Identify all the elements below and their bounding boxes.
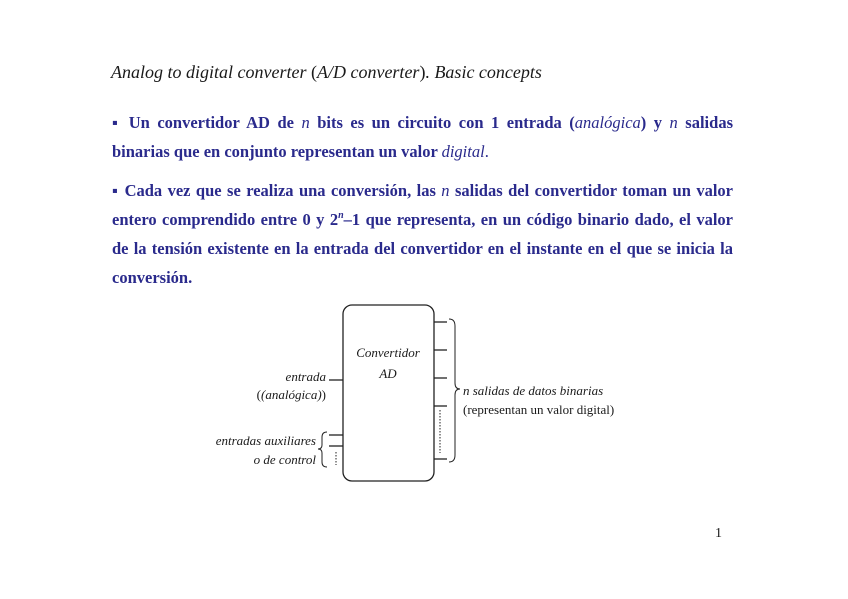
aux-brace bbox=[318, 432, 327, 467]
aux-sublabel: o de control bbox=[253, 452, 316, 467]
output-sublabel: (representan un valor digital) bbox=[463, 402, 615, 417]
output-brace bbox=[449, 319, 460, 462]
output-label: n salidas de datos binarias bbox=[463, 383, 604, 398]
input-sublabel: ((analógica)) bbox=[256, 387, 326, 402]
block-label-1: Convertidor bbox=[356, 345, 420, 360]
page-number: 1 bbox=[715, 526, 722, 541]
block-label-2: AD bbox=[379, 366, 397, 381]
aux-inputs bbox=[318, 432, 343, 467]
input-label: entrada bbox=[285, 369, 326, 384]
bullet: ▪ bbox=[112, 181, 120, 200]
paragraph-conversion: ▪ Cada vez que se realiza una conversión, las n salidas del convertidor toman un valor entero comprendido entre 0 y 2$^n$–1 que representa, en un código binario dado, el valor de la tensión existente en la entrada del convertidor en el instante en el que se inicia la conversión. bbox=[112, 181, 734, 287]
output-lines bbox=[434, 319, 460, 462]
aux-label: entradas auxiliares bbox=[215, 433, 316, 448]
bullet: ▪ bbox=[112, 113, 122, 132]
slide-title: Analog to digital converter (A/D converter). Basic concepts bbox=[111, 62, 542, 82]
converter-block bbox=[343, 305, 434, 481]
paragraph-definition: ▪ Un convertidor AD de n bits es un circuito con 1 entrada (analógica) y n salidas binarias que en conjunto representan un valor digital. bbox=[112, 113, 733, 161]
